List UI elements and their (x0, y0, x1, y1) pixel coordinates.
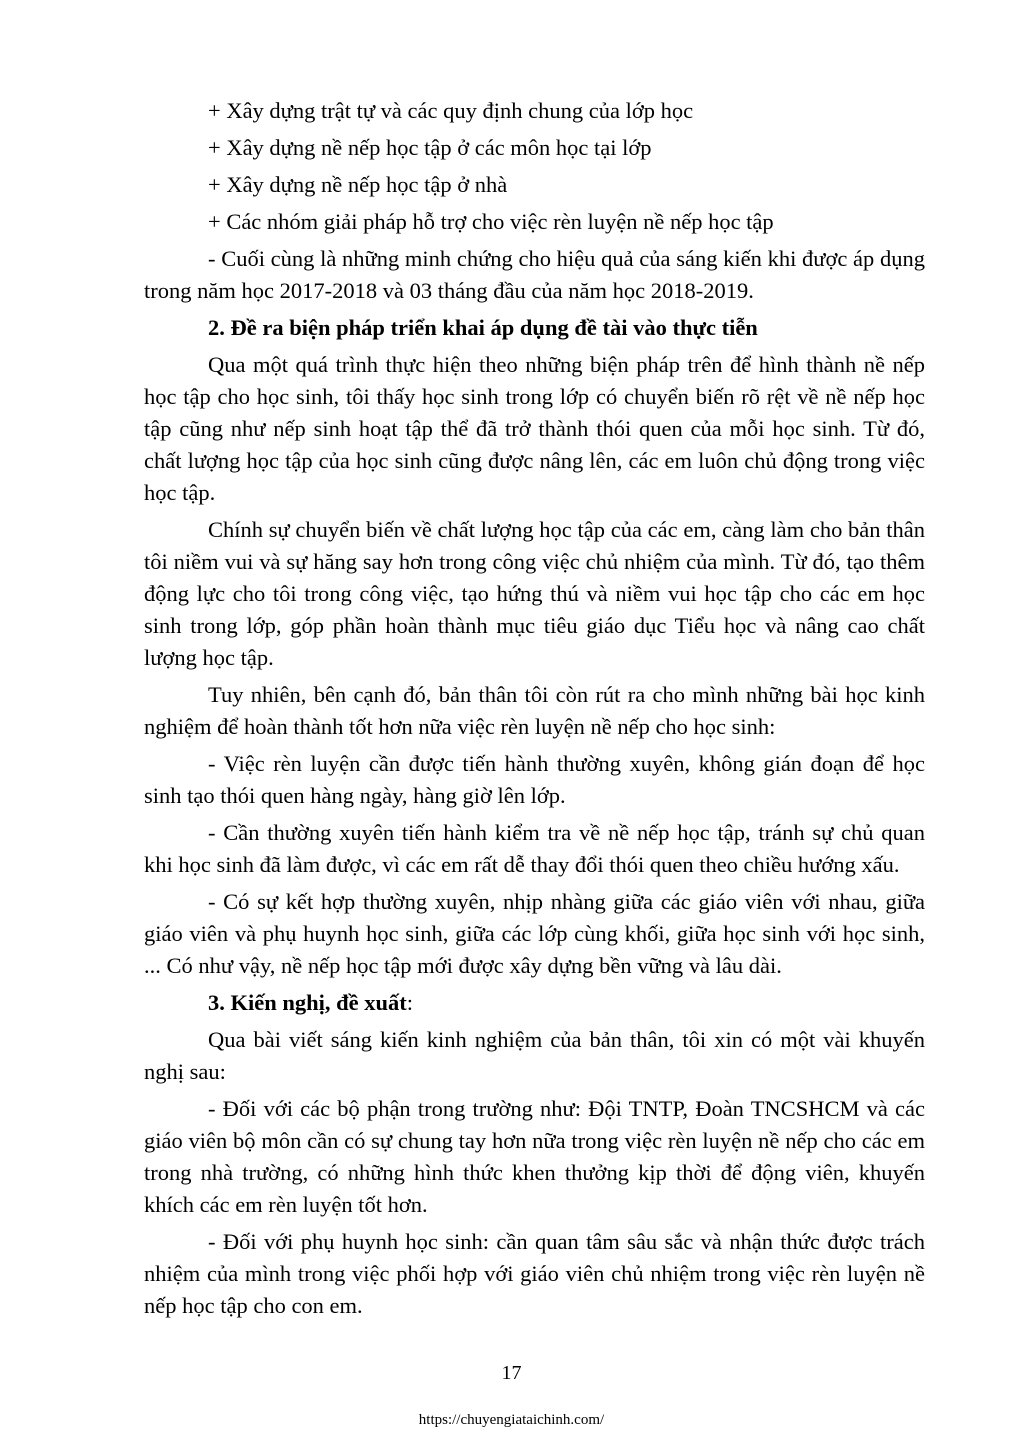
section-2-heading: 2. Đề ra biện pháp triển khai áp dụng đề tài vào thực tiễn (208, 315, 758, 340)
dash-item: - Có sự kết hợp thường xuyên, nhịp nhàng giữa các giáo viên với nhau, giữa giáo viên và phụ huynh học sinh, giữa các lớp cùng khối, giữa học sinh với học sinh, ... Có như vậy, nề nếp học tập mới được xây dựng bền vững và lâu dài. (144, 889, 925, 978)
body-paragraph: Chính sự chuyển biến về chất lượng học tập của các em, càng làm cho bản thân tôi niềm vui và sự hăng say hơn trong công việc chủ nhiệm của mình. Từ đó, tạo thêm động lực cho tôi trong công việc, tạo hứng thú và niềm vui học tập cho các em học sinh trong lớp, góp phần hoàn thành mục tiêu giáo dục Tiểu học và nâng cao chất lượng học tập. (144, 517, 925, 670)
bullet-item: + Xây dựng trật tự và các quy định chung của lớp học (208, 98, 694, 123)
page-content (144, 95, 925, 1327)
section-3-heading-text: 3. Kiến nghị, đề xuất (208, 990, 407, 1015)
body-paragraph: Qua bài viết sáng kiến kinh nghiệm của bản thân, tôi xin có một vài khuyến nghị sau: (144, 1027, 925, 1084)
footer-url: https://chuyengiataichinh.com/ (418, 1412, 605, 1428)
bullet-item: + Các nhóm giải pháp hỗ trợ cho việc rèn luyện nề nếp học tập (208, 209, 774, 234)
section-3-heading (144, 987, 925, 1019)
dash-item: - Đối với phụ huynh học sinh: cần quan tâm sâu sắc và nhận thức được trách nhiệm của mình trong việc phối hợp với giáo viên chủ nhiệm trong việc rèn luyện nề nếp học tập cho con em. (144, 1229, 925, 1318)
bullet-item: + Xây dựng nề nếp học tập ở nhà (208, 172, 508, 197)
dash-item: - Đối với các bộ phận trong trường như: Đội TNTP, Đoàn TNCSHCM và các giáo viên bộ môn cần có sự chung tay hơn nữa trong việc rèn luyện nề nếp cho các em trong nhà trường, có những hình thức khen thưởng kịp thời để động viên, khuyến khích các em rèn luyện tốt hơn. (144, 1096, 925, 1217)
bullet-item: + Xây dựng nề nếp học tập ở các môn học tại lớp (208, 135, 652, 160)
section-3-heading-colon: : (406, 990, 414, 1015)
final-dash-paragraph: - Cuối cùng là những minh chứng cho hiệu quả của sáng kiến khi được áp dụng trong năm học 2017-2018 và 03 tháng đầu của năm học 2018-2019. (144, 246, 925, 303)
body-paragraph: Qua một quá trình thực hiện theo những biện pháp trên để hình thành nề nếp học tập cho học sinh, tôi thấy học sinh trong lớp có chuyển biến rõ rệt về nề nếp học tập cũng như nếp sinh hoạt tập thể đã trở thành thói quen của mỗi học sinh. Từ đó, chất lượng học tập của học sinh cũng được nâng lên, các em luôn chủ động trong việc học tập. (144, 352, 925, 505)
dash-item: - Cần thường xuyên tiến hành kiểm tra về nề nếp học tập, tránh sự chủ quan khi học sinh đã làm được, vì các em rất dễ thay đổi thói quen theo chiều hướng xấu. (144, 820, 925, 877)
page-number: 17 (501, 1362, 522, 1384)
dash-item: - Việc rèn luyện cần được tiến hành thường xuyên, không gián đoạn để học sinh tạo thói quen hàng ngày, hàng giờ lên lớp. (144, 751, 925, 808)
body-paragraph: Tuy nhiên, bên cạnh đó, bản thân tôi còn rút ra cho mình những bài học kinh nghiệm để hoàn thành tốt hơn nữa việc rèn luyện nề nếp cho học sinh: (144, 682, 925, 739)
